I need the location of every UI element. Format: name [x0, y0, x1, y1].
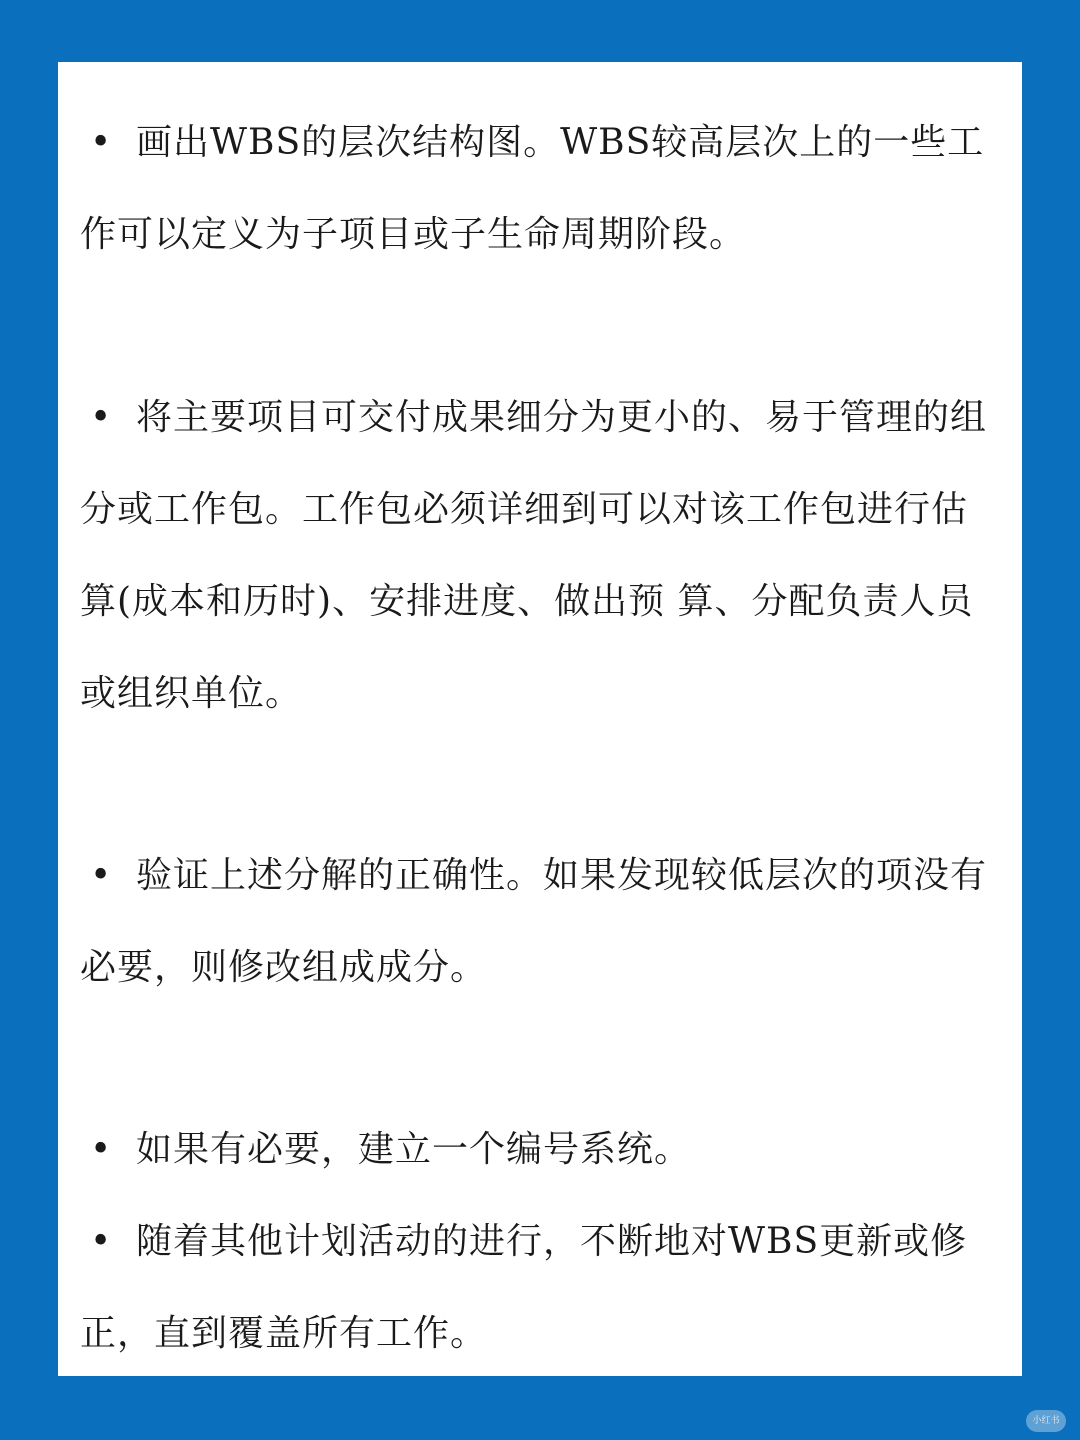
bullet-text: 画出WBS的层次结构图。WBS较高层次上的一些工作可以定义为子项目或子生命周期阶段。: [80, 122, 985, 255]
content-panel: [58, 62, 1022, 1376]
watermark-logo: 小红书: [1026, 1410, 1066, 1432]
bullet-item: [80, 830, 1000, 1014]
bullet-text: 随着其他计划活动的进行，不断地对WBS更新或修正，直到覆盖所有工作。: [80, 1221, 968, 1354]
bullet-text: 验证上述分解的正确性。如果发现较低层次的项没有必要，则修改组成成分。: [80, 855, 988, 988]
bullet-item: [80, 97, 1000, 281]
bullet-icon: •: [90, 1129, 113, 1170]
bullet-item: [80, 1104, 1000, 1196]
bullet-icon: •: [90, 855, 113, 896]
bullet-item: [80, 1196, 1020, 1380]
bullet-item: [80, 372, 1000, 740]
bullet-icon: •: [90, 397, 113, 438]
bullet-icon: •: [90, 1221, 113, 1262]
bullet-text: 如果有必要，建立一个编号系统。: [136, 1129, 692, 1170]
bullet-icon: •: [90, 122, 113, 163]
bullet-text: 将主要项目可交付成果细分为更小的、易于管理的组分或工作包。工作包必须详细到可以对该工作包进行估算(成本和历时)、安排进度、做出预 算、分配负责人员或组织单位。: [80, 397, 988, 714]
